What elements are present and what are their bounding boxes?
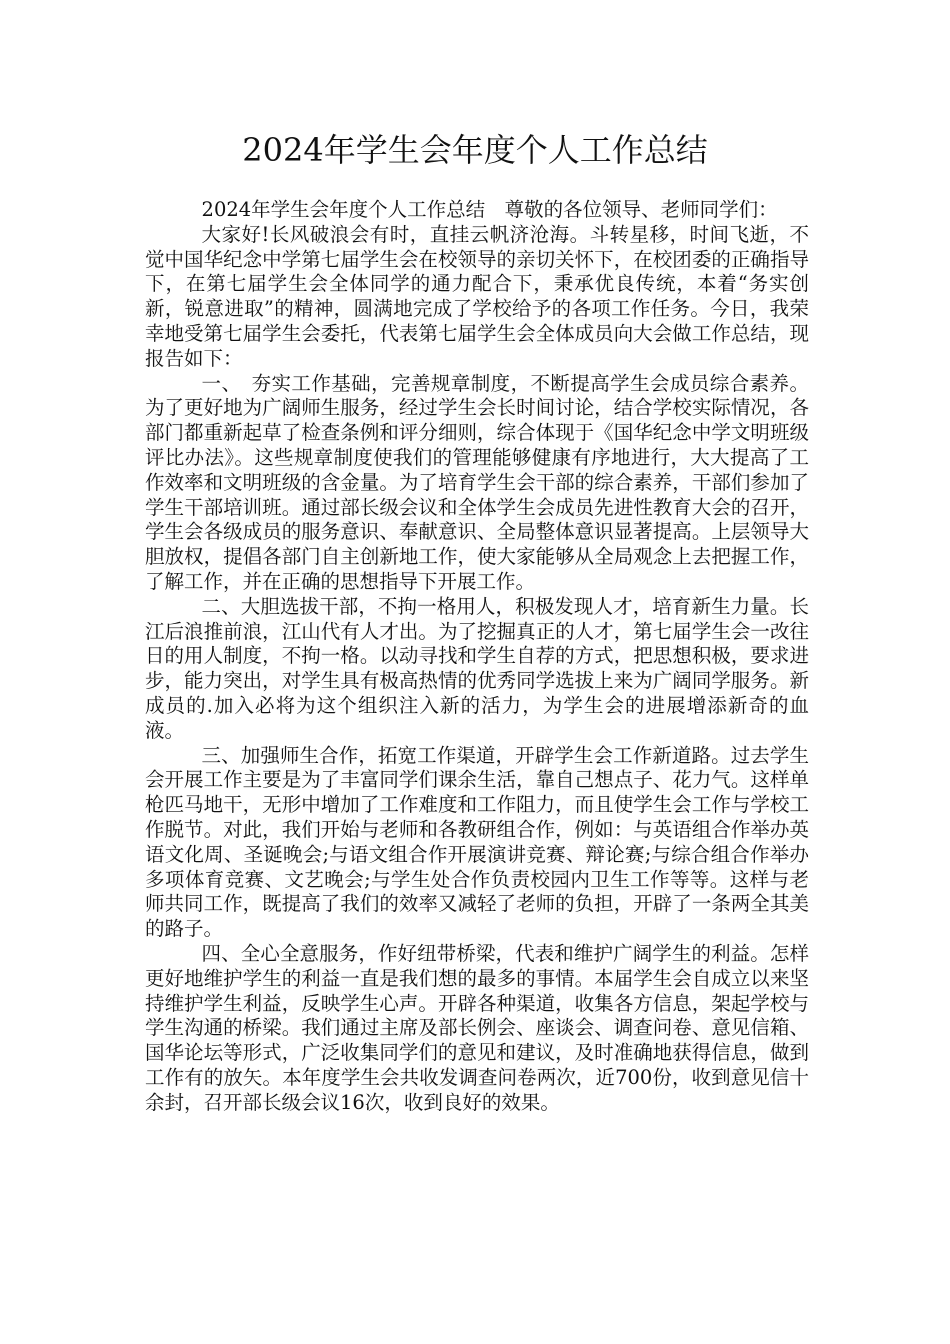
paragraph-greeting: 大家好!长风破浪会有时，直挂云帆济沧海。斗转星移，时间飞逝，不觉中国华纪念中学第七届学生会在校领导的亲切关怀下，在校团委的正确指导下，在第七届学生会全体同学的通力配合下，秉承优良传统，本着“务实创新，锐意进取”的精神，圆满地完成了学校给予的各项工作任务。今日，我荣幸地受第七届学生会委托，代表第七届学生会全体成员向大会做工作总结，现报告如下： [145,222,809,370]
paragraph-section-1: 一、 夯实工作基础，完善规章制度，不断提高学生会成员综合素养。为了更好地为广阔师生服务，经过学生会长时间讨论，结合学校实际情况，各部门都重新起草了检查条例和评分细则，综合体现于《国华纪念中学文明班级评比办法》。这些规章制度使我们的管理能够健康有序地进行，大大提高了工作效率和文明班级的含金量。为了培育学生会干部的综合素养，干部们参加了学生干部培训班。通过部长级会议和全体学生会成员先进性教育大会的召开，学生会各级成员的服务意识、奉献意识、全局整体意识显著提高。上层领导大胆放权，提倡各部门自主创新地工作，使大家能够从全局观念上去把握工作，了解工作，并在正确的思想指导下开展工作。 [145,371,809,593]
paragraph-section-2: 二、大胆选拔干部，不拘一格用人，积极发现人才，培育新生力量。长江后浪推前浪，江山代有人才出。为了挖掘真正的人才，第七届学生会一改往日的用人制度，不拘一格。以动寻找和学生自荐的方式，把思想积极，要求进步，能力突出，对学生具有极高热情的优秀同学选拔上来为广阔同学服务。新成员的.加入必将为这个组织注入新的活力，为学生会的进展增添新奇的血液。 [145,594,809,742]
document-body [145,198,809,1115]
paragraph-section-4: 四、全心全意服务，作好纽带桥梁，代表和维护广阔学生的利益。怎样更好地维护学生的利益一直是我们想的最多的事情。本届学生会自成立以来坚持维护学生利益，反映学生心声。开辟各种渠道，收集各方信息，架起学校与学生沟通的桥梁。我们通过主席及部长例会、座谈会、调查问卷、意见信箱、国华论坛等形式，广泛收集同学们的意见和建议，及时准确地获得信息，做到工作有的放矢。本年度学生会共收发调查问卷两次，近700份，收到意见信十余封，召开部长级会议16次，收到良好的效果。 [145,941,809,1114]
document-title: 2024年学生会年度个人工作总结 [242,131,708,169]
paragraph-intro: 2024年学生会年度个人工作总结 尊敬的各位领导、老师同学们： [201,198,778,221]
paragraph-section-3: 三、加强师生合作，拓宽工作渠道，开辟学生会工作新道路。过去学生会开展工作主要是为了丰富同学们课余生活，靠自己想点子、花力气。这样单枪匹马地干，无形中增加了工作难度和工作阻力，而且使学生会工作与学校工作脱节。对此，我们开始与老师和各教研组合作，例如：与英语组合作举办英语文化周、圣诞晚会;与语文组合作开展演讲竞赛、辩论赛;与综合组合作举办多项体育竞赛、文艺晚会;与学生处合作负责校园内卫生工作等等。这样与老师共同工作，既提高了我们的效率又减轻了老师的负担，开辟了一条两全其美的路子。 [145,743,809,941]
